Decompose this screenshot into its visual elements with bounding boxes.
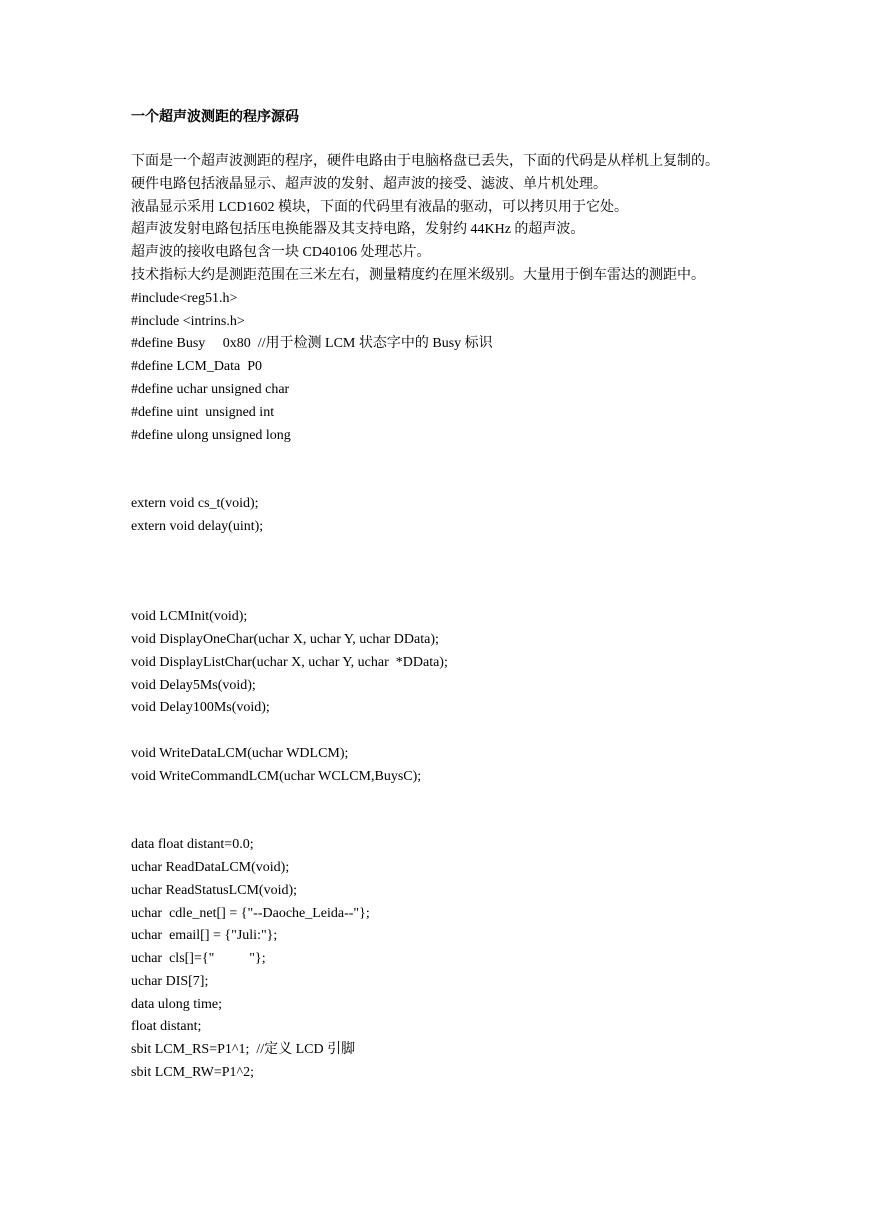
code-line: data ulong time; (131, 996, 222, 1012)
code-line: extern void delay(uint); (131, 518, 264, 534)
intro-line: 下面是一个超声波测距的程序，硬件电路由于电脑格盘已丢失，下面的代码是从样机上复制的。 (131, 154, 719, 169)
code-line: void DisplayOneChar(uchar X, uchar Y, uchar DData); (131, 631, 439, 647)
code-line: sbit LCM_RS=P1^1; //定义 LCD 引脚 (131, 1042, 356, 1058)
code-line: data float distant=0.0; (131, 837, 254, 853)
code-line: uchar cls[]={" "}; (131, 951, 266, 967)
blank-line (131, 447, 751, 470)
code-line: void LCMInit(void); (131, 609, 248, 625)
code-line: extern void cs_t(void); (131, 495, 259, 511)
code-line: #include<reg51.h> (131, 290, 238, 306)
intro-line: 超声波的接收电路包含一块 CD40106 处理芯片。 (131, 245, 431, 261)
code-line: #define LCM_Data P0 (131, 359, 263, 375)
blank-line (131, 584, 751, 606)
code-line: #define ulong unsigned long (131, 427, 291, 443)
code-line: void DisplayListChar(uchar X, uchar Y, uchar *DData); (131, 654, 448, 670)
intro-line: 超声波发射电路包括压电换能器及其支持电路，发射约 44KHz 的超声波。 (131, 222, 585, 238)
intro-line: 硬件电路包括液晶显示、超声波的发射、超声波的接受、滤波、单片机处理。 (131, 176, 607, 192)
blank-line (131, 539, 751, 562)
code-line: void Delay5Ms(void); (131, 677, 256, 693)
code-line: void Delay100Ms(void); (131, 700, 270, 716)
blank-line (131, 811, 751, 834)
code-line: void WriteDataLCM(uchar WDLCM); (131, 745, 349, 761)
code-line: uchar DIS[7]; (131, 973, 209, 989)
code-line: #define uint unsigned int (131, 404, 275, 420)
intro-line: 液晶显示采用 LCD1602 模块，下面的代码里有液晶的驱动，可以拷贝用于它处。 (131, 199, 628, 215)
code-line: uchar ReadDataLCM(void); (131, 859, 290, 875)
document-title: 一个超声波测距的程序源码 (131, 109, 299, 125)
intro-line: 技术指标大约是测距范围在三米左右，测量精度约在厘米级别。大量用于倒车雷达的测距中。 (131, 267, 705, 283)
document-body (131, 151, 751, 1085)
code-line: #define uchar unsigned char (131, 381, 290, 397)
code-line: #include <intrins.h> (131, 313, 245, 329)
code-line: uchar cdle_net[] = {"--Daoche_Leida--"}; (131, 905, 370, 921)
code-line: sbit LCM_RW=P1^2; (131, 1065, 254, 1081)
code-line: void WriteCommandLCM(uchar WCLCM,BuysC); (131, 768, 422, 784)
code-line: uchar ReadStatusLCM(void); (131, 882, 298, 898)
blank-line (131, 789, 751, 812)
blank-line (131, 470, 751, 493)
code-line: uchar email[] = {"Juli:"}; (131, 928, 278, 944)
blank-line (131, 561, 751, 584)
blank-line (131, 720, 751, 743)
code-line: float distant; (131, 1019, 202, 1035)
code-line: #define Busy 0x80 //用于检测 LCM 状态字中的 Busy 标识 (131, 336, 493, 352)
